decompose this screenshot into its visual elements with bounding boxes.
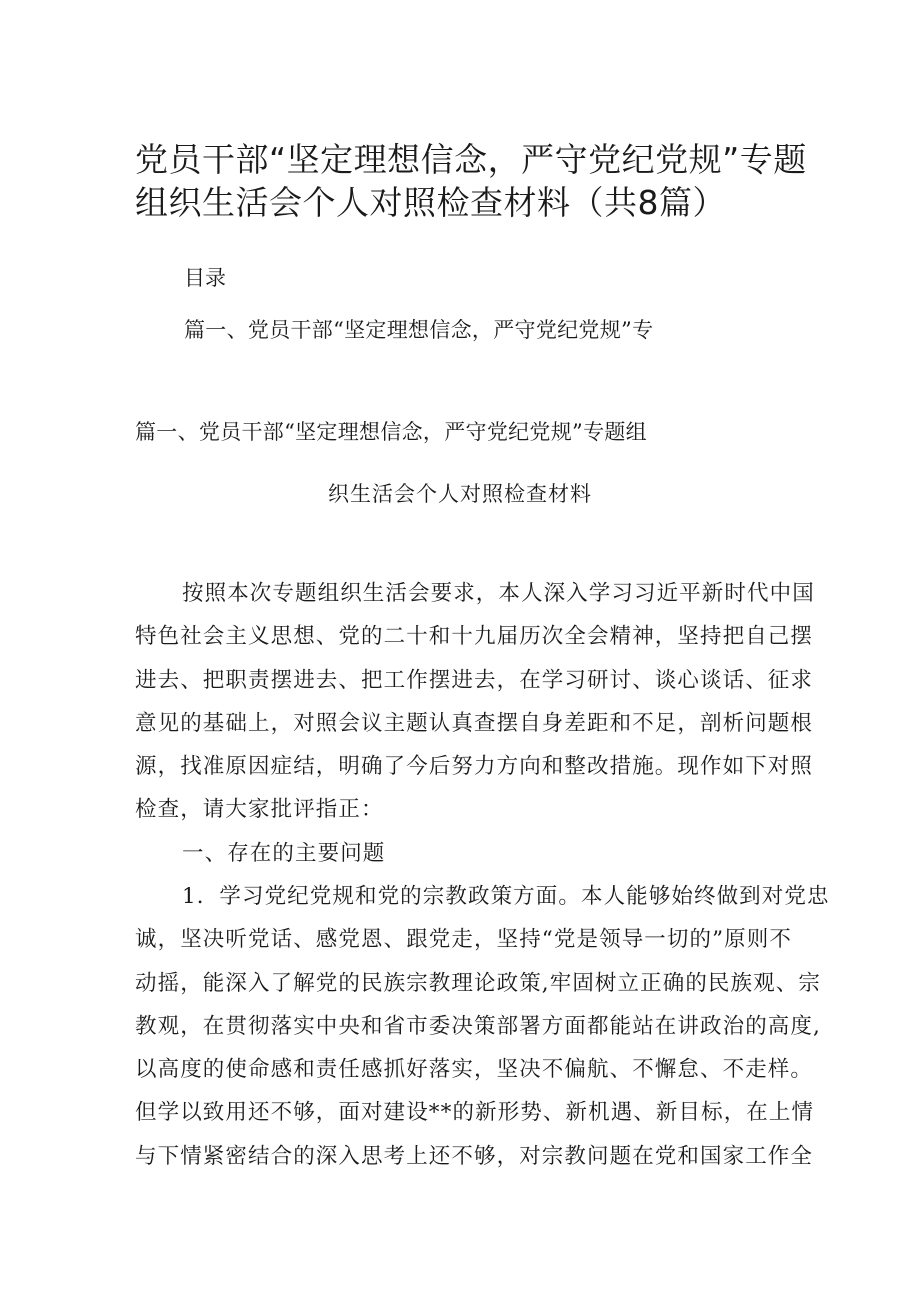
section-heading bbox=[135, 832, 795, 875]
intro-paragraph bbox=[135, 572, 815, 832]
paragraph-line: 按照本次专题组织生活会要求，本人深入学习习近平新时代中国 bbox=[182, 581, 815, 606]
section-heading-text: 一、存在的主要问题 bbox=[182, 841, 386, 866]
paragraph-line: 与下情紧密结合的深入思考上还不够，对宗教问题在党和国家工作全 bbox=[135, 1143, 814, 1169]
toc-heading: 目录 bbox=[184, 266, 226, 290]
paragraph-line: 诚，坚决听党话、感党恩、跟党走，坚持“党是领导一切的”原则不 bbox=[135, 927, 792, 953]
document-title bbox=[135, 138, 835, 224]
paragraph-line: 但学以致用还不够，面对建设**的新形势、新机遇、新目标，在上情 bbox=[135, 1100, 815, 1126]
section-title-continued: 织生活会个人对照检查材料 bbox=[328, 482, 592, 506]
document-title-line: 组织生活会个人对照检查材料（共8篇） bbox=[135, 183, 726, 222]
paragraph-line: 教观，在贯彻落实中央和省市委决策部署方面都能站在讲政治的高度, bbox=[135, 1013, 821, 1039]
paragraph-line: 以高度的使命感和责任感抓好落实，坚决不偏航、不懈怠、不走样。 bbox=[135, 1057, 814, 1083]
toc-item[interactable]: 篇一、党员干部“坚定理想信念，严守党纪党规”专 bbox=[184, 318, 654, 342]
paragraph-line: 检查，请大家批评指正： bbox=[135, 797, 384, 823]
document-title-line: 党员干部“坚定理想信念，严守党纪党规”专题 bbox=[135, 140, 807, 179]
paragraph-line: 动摇，能深入了解党的民族宗教理论政策,牢固树立正确的民族观、宗 bbox=[135, 970, 821, 996]
section-title: 篇一、党员干部“坚定理想信念，严守党纪党规”专题组 bbox=[135, 420, 647, 444]
paragraph-line: 1．学习党纪党规和党的宗教政策方面。本人能够始终做到对党忠 bbox=[182, 884, 830, 909]
paragraph-line: 进去、把职责摆进去、把工作摆进去，在学习研讨、谈心谈话、征求 bbox=[135, 667, 814, 693]
problem-paragraph bbox=[135, 875, 830, 1178]
paragraph-line: 意见的基础上，对照会议主题认真查摆自身差距和不足，剖析问题根 bbox=[135, 710, 814, 736]
paragraph-line: 源，找准原因症结，明确了今后努力方向和整改措施。现作如下对照 bbox=[135, 754, 814, 780]
paragraph-line: 特色社会主义思想、党的二十和十九届历次全会精神，坚持把自己摆 bbox=[135, 624, 814, 650]
